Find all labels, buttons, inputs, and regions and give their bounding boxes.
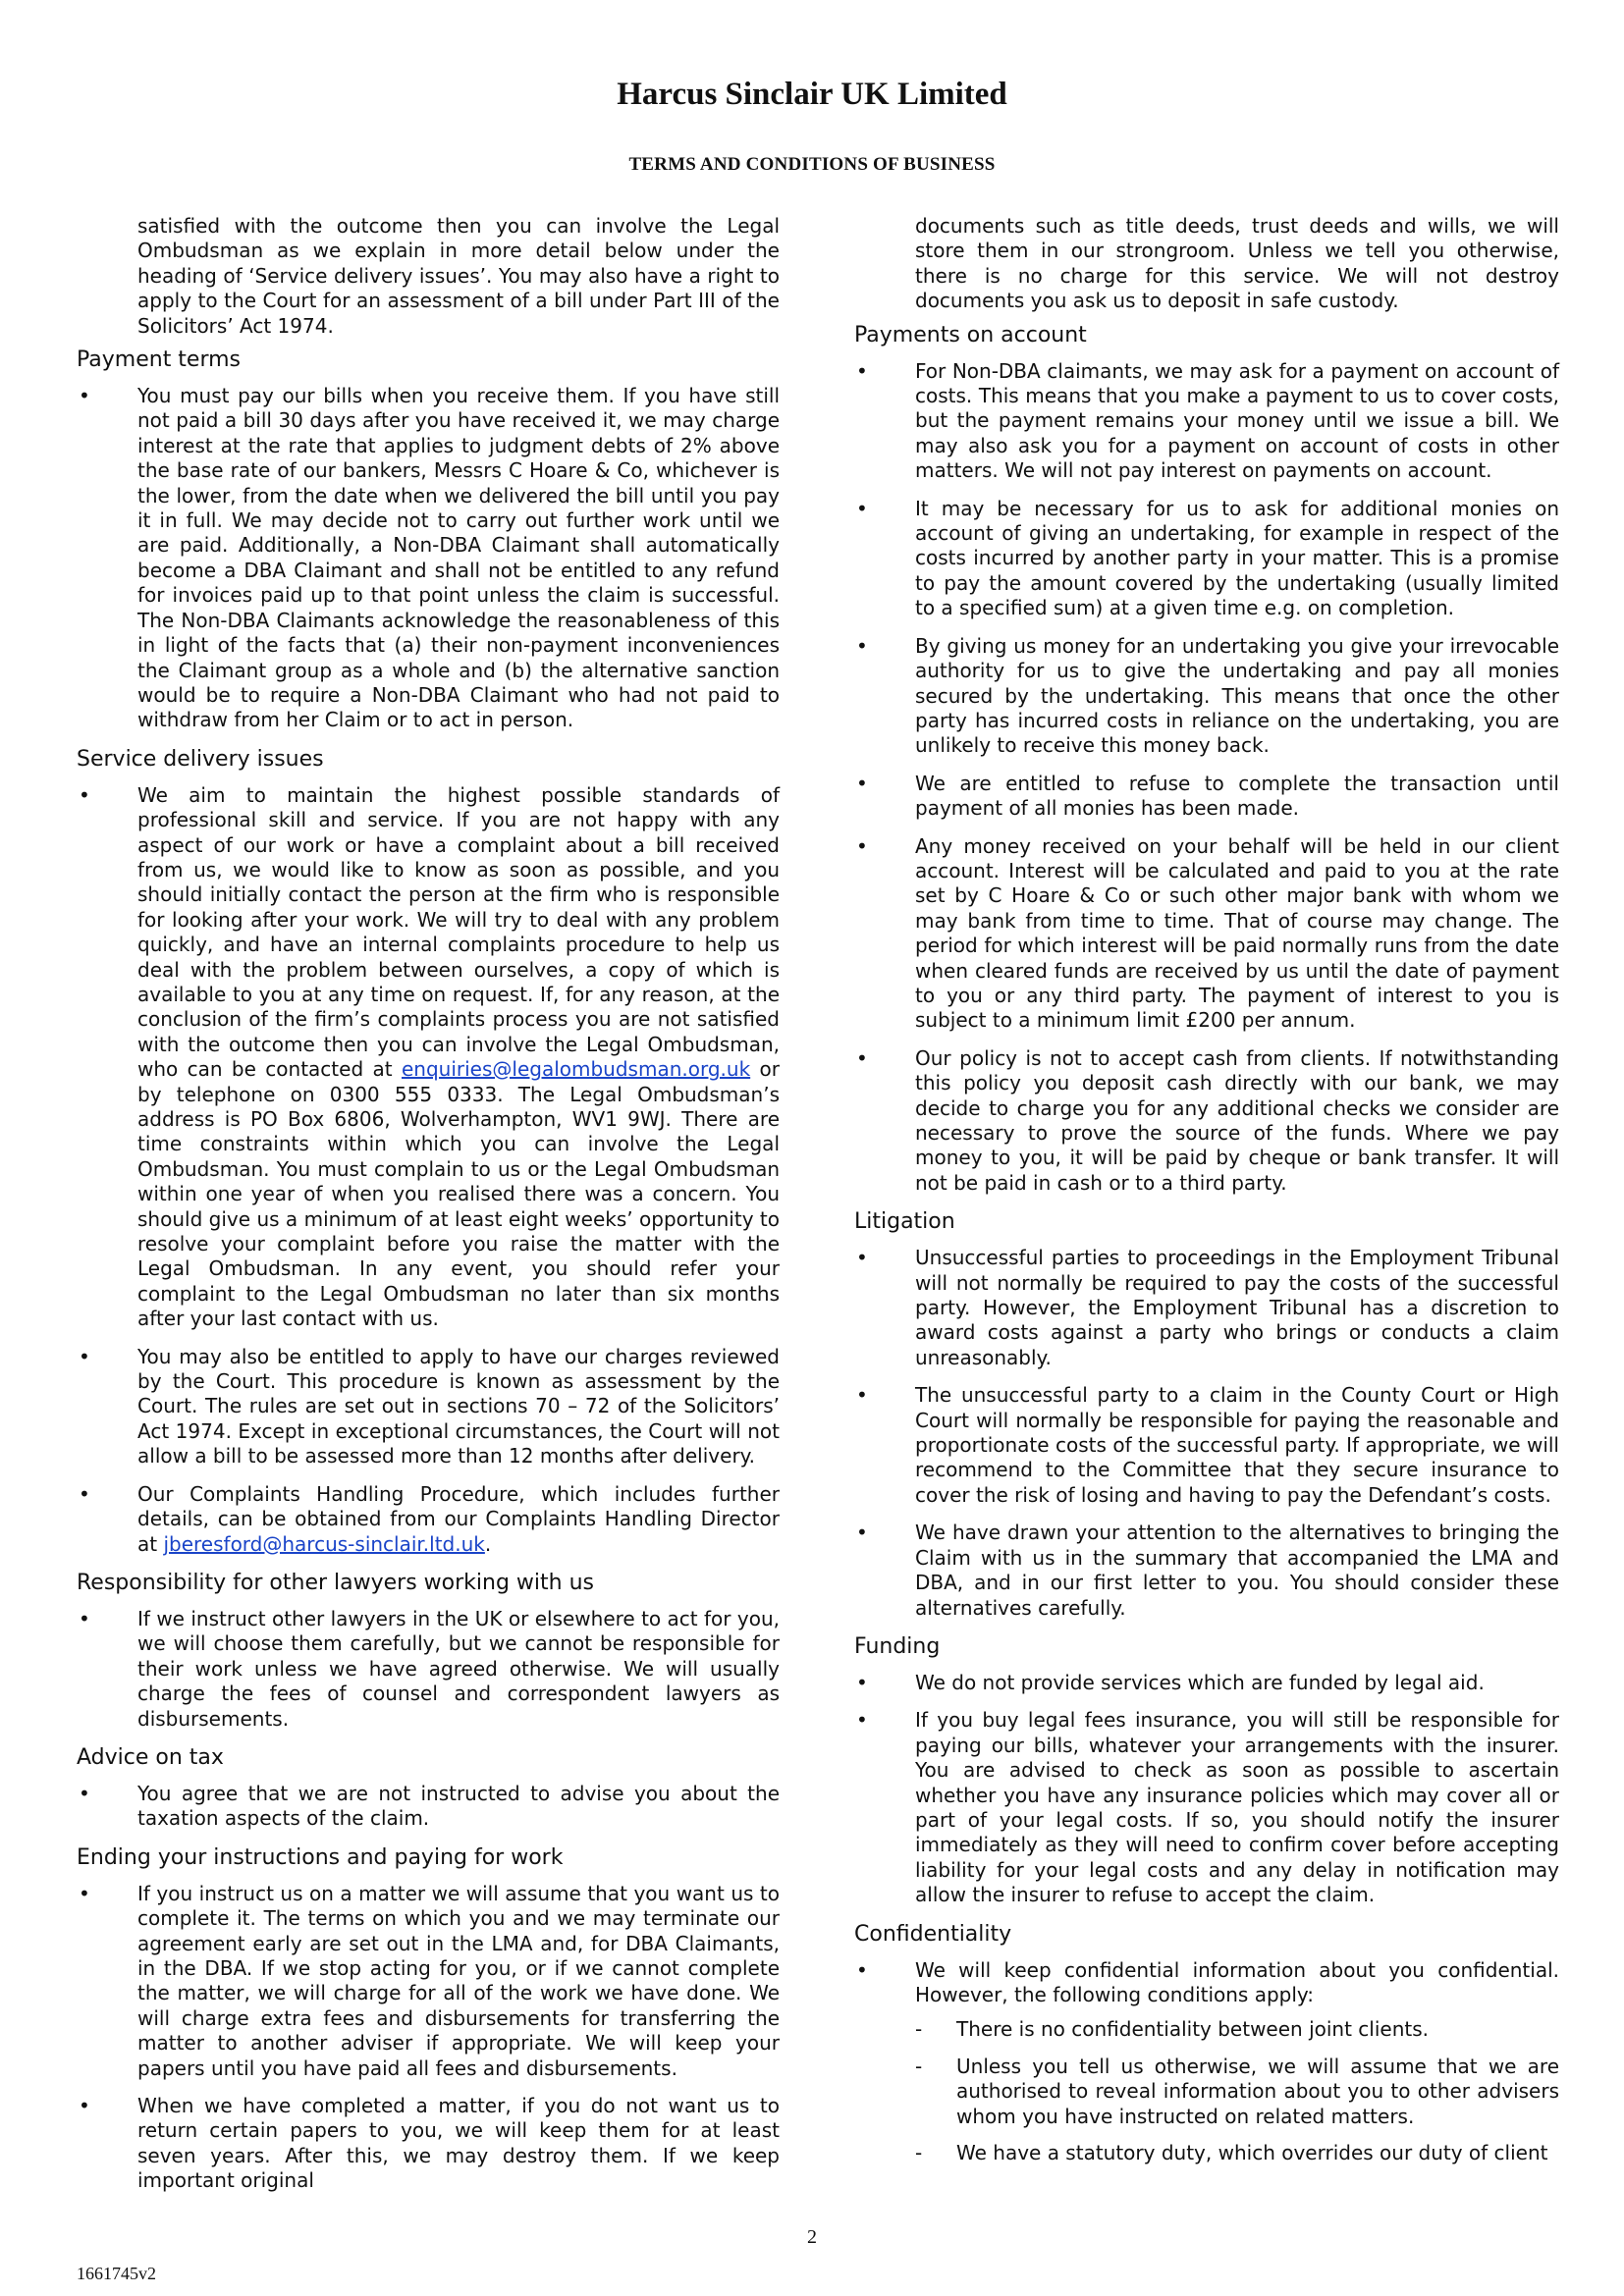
section-heading-tax: Advice on tax	[77, 1744, 224, 1770]
list-item: • By giving us money for an undertaking you give your irrevocable authority for us to give the undertaking and pay all monies secured by the undertaking. This means that once the other party has incurred costs in reliance on the undertaking, you are unlikely to receive this money back.	[856, 633, 1559, 758]
bullet-icon: •	[856, 633, 868, 658]
list-item: • Our Complaints Handling Procedure, which includes further details, can be obtained from our Complaints Handling Director at jberesford@harcus-sinclair.ltd.uk.	[79, 1481, 780, 1556]
list-item: • We will keep confidential information about you confidential. However, the following conditions apply: - There is no confidentiality between joint clients. - Unless you tell us otherwise, we will assume that we are authorised to reveal information about you to other advisers whom you have instructed on related matters. - We have a statutory duty, which overrides our duty of client	[856, 1957, 1559, 2164]
document-subtitle: TERMS AND CONDITIONS OF BUSINESS	[628, 154, 996, 175]
list-item: • If we instruct other lawyers in the UK or elsewhere to act for you, we will choose them carefully, but we cannot be responsible for their work unless we have agreed otherwise. We will usually charge the fees of counsel and correspondent lawyers as disbursements.	[79, 1606, 780, 1731]
sub-list-item: - There is no confidentiality between joint clients.	[915, 2017, 1430, 2042]
bullet-icon: •	[856, 1246, 868, 1270]
funding-list	[854, 1671, 1559, 1908]
section-heading-ending: Ending your instructions and paying for work	[77, 1844, 564, 1870]
company-title: Harcus Sinclair UK Limited	[617, 77, 1007, 112]
section-heading-funding: Funding	[854, 1633, 941, 1659]
bullet-icon: •	[856, 771, 868, 795]
bullet-icon: •	[856, 833, 868, 858]
list-item: • We have drawn your attention to the alternatives to bringing the Claim with us in the summary that accompanied the LMA and DBA, and in our first letter to you. You should consider these alternatives carefully.	[856, 1521, 1559, 1620]
tax-list	[77, 1782, 780, 1832]
document-reference: 1661745v2	[77, 2264, 156, 2283]
ending-list	[77, 1882, 780, 2194]
other-lawyers-list	[77, 1607, 780, 1732]
dash-icon: -	[915, 2054, 923, 2078]
bullet-icon: •	[856, 1670, 868, 1694]
section-heading-payment-terms: Payment terms	[77, 347, 242, 373]
service-delivery-list	[77, 783, 780, 1557]
section-heading-confidentiality: Confidentiality	[854, 1921, 1012, 1947]
bullet-icon: •	[79, 1481, 90, 1506]
list-item: • We do not provide services which are funded by legal aid.	[856, 1670, 1485, 1694]
section-heading-other-lawyers: Responsibility for other lawyers working with us	[77, 1570, 594, 1595]
intro-paragraph: satisfied with the outcome then you can involve the Legal Ombudsman as we explain in more detail below under the heading of ‘Service delivery issues’. You may also have a right to apply to the Court for an assessment of a bill under Part III of the Solicitors’ Act 1974.	[137, 214, 780, 338]
list-item: • When we have completed a matter, if you do not want us to return certain papers to you, we will keep them for at least seven years. After this, we may destroy them. If we keep important original	[79, 2094, 780, 2193]
bullet-icon: •	[79, 782, 90, 807]
dash-icon: -	[915, 2141, 923, 2164]
payments-on-account-list	[854, 359, 1559, 1197]
bullet-icon: •	[79, 1881, 90, 1905]
bullet-icon: •	[856, 1045, 868, 1070]
ombudsman-email-link[interactable]: enquiries@legalombudsman.org.uk	[401, 1057, 751, 1082]
dash-icon: -	[915, 2017, 923, 2042]
intro-paragraph: documents such as title deeds, trust deeds and wills, we will store them in our strongroom. Unless we tell you otherwise, there is no charge for this service. We will not destroy documents you ask us to deposit in safe custody.	[915, 214, 1559, 313]
list-item: • We are entitled to refuse to complete the transaction until payment of all monies has been made.	[856, 771, 1559, 821]
sub-list-item: - We have a statutory duty, which overrides our duty of client	[915, 2141, 1548, 2164]
bullet-icon: •	[856, 358, 868, 383]
confidentiality-list	[854, 1958, 1559, 2166]
bullet-icon: •	[79, 1344, 90, 1368]
bullet-icon: •	[856, 1383, 868, 1408]
left-column	[77, 214, 780, 2207]
page-number: 2	[807, 2226, 817, 2248]
section-heading-service-delivery: Service delivery issues	[77, 746, 324, 772]
litigation-list	[854, 1246, 1559, 1621]
bullet-icon: •	[79, 384, 90, 408]
section-heading-litigation: Litigation	[854, 1209, 955, 1235]
list-item: • If you instruct us on a matter we will assume that you want us to complete it. The terms on which you and we may terminate our agreement early are set out in the LMA and, for DBA Claimants, in the DBA. If we stop acting for you, or if we cannot complete the matter, we will charge for all of the work we have done. We will charge extra fees and disbursements for transferring the matter to another adviser if appropriate. We will keep your papers until you have paid all fees and disbursements.	[79, 1881, 780, 2080]
list-item: • It may be necessary for us to ask for additional monies on account of giving an undertaking, for example in respect of the costs incurred by another party in your matter. This is a promise to pay the amount covered by the undertaking (usually limited to a specified sum) at a given time e.g. on completion.	[856, 496, 1559, 620]
payment-terms-list	[77, 384, 780, 733]
bullet-icon: •	[856, 1521, 868, 1545]
complaints-email-link[interactable]: jberesford@harcus-sinclair.ltd.uk	[163, 1531, 485, 1556]
list-item: • You must pay our bills when you receive them. If you have still not paid a bill 30 days after you have received it, we may charge interest at the rate that applies to judgment debts of 2% above the base rate of our bankers, Messrs C Hoare & Co, whichever is the lower, from the date when we delivered the bill until you pay it in full. We may decide not to carry out further work until we are paid. Additionally, a Non-DBA Claimant shall automatically become a DBA Claimant and shall not be entitled to any refund for invoices paid up to that point unless the claim is successful. The Non-DBA Claimants acknowledge the reasonableness of this in light of the facts that (a) their non-payment inconveniences the Claimant group as a whole and (b) the alternative sanction would be to require a Non-DBA Claimant who had not paid to withdraw from her Claim or to act in person.	[79, 384, 780, 732]
list-item: • The unsuccessful party to a claim in the County Court or High Court will normally be responsible for paying the reasonable and proportionate costs of the successful party. If appropriate, we will recommend to the Committee that they secure insurance to cover the risk of losing and having to pay the Defendant’s costs.	[856, 1383, 1559, 1507]
list-item: • Unsuccessful parties to proceedings in the Employment Tribunal will not normally be required to pay the costs of the successful party. However, the Employment Tribunal has a discretion to award costs against a party who brings or conducts a claim unreasonably.	[856, 1246, 1559, 1369]
section-heading-payments-on-account: Payments on account	[854, 322, 1087, 347]
bullet-icon: •	[79, 1781, 90, 1805]
right-column	[854, 214, 1559, 2178]
sub-list-item: - Unless you tell us otherwise, we will assume that we are authorised to reveal information about you to other advisers whom you have instructed on related matters.	[915, 2054, 1559, 2128]
list-item: • If you buy legal fees insurance, you will still be responsible for paying our bills, whatever your arrangements with the insurer. You are advised to check as soon as possible to ascertain whether you have any insurance policies which may cover all or part of your legal costs. If so, you should notify the insurer immediately as they will need to confirm cover before accepting liability for your legal costs and any delay in notification may allow the insurer to refuse to accept the claim.	[856, 1708, 1559, 1907]
list-item: • Any money received on your behalf will be held in our client account. Interest will be calculated and paid to you at the rate set by C Hoare & Co or such other major bank with whom we may bank from time to time. That of course may change. The period for which interest will be paid normally runs from the date when cleared funds are received by us until the date of payment to you or any third party. The payment of interest to you is subject to a minimum limit £200 per annum.	[856, 833, 1559, 1033]
list-item: • We aim to maintain the highest possible standards of professional skill and service. If you are not happy with any aspect of our work or have a complaint about a bill received from us, we would like to know as soon as possible, and you should initially contact the person at the firm who is responsible for looking after your work. We will try to deal with any problem quickly, and have an internal complaints procedure to help us deal with the problem between ourselves, a copy of which is available to you at any time on request. If, for any reason, at the conclusion of the firm’s complaints process you are not satisfied with the outcome then you can involve the Legal Ombudsman, who can be contacted at enquiries@legalombudsman.org.uk or by telephone on 0300 555 0333. The Legal Ombudsman’s address is PO Box 6806, Wolverhampton, WV1 9WJ. There are time constraints within which you can involve the Legal Ombudsman. You must complain to us or the Legal Ombudsman within one year of when you realised there was a concern. You should give us a minimum of at least eight weeks’ opportunity to resolve your complaint before you raise the matter with the Legal Ombudsman. In any event, you should refer your complaint to the Legal Ombudsman no later than six months after your last contact with us.	[79, 782, 781, 1331]
list-item: • You agree that we are not instructed to advise you about the taxation aspects of the claim.	[79, 1781, 780, 1831]
list-item: • Our policy is not to accept cash from clients. If notwithstanding this policy you deposit cash directly with our bank, we may decide to charge you for any additional checks we consider are necessary to prove the source of the funds. Where we pay money to you, it will be paid by cheque or bank transfer. It will not be paid in cash or to a third party.	[856, 1045, 1559, 1195]
confidentiality-conditions-list	[915, 2017, 1559, 2165]
list-item: • You may also be entitled to apply to have our charges reviewed by the Court. This procedure is known as assessment by the Court. The rules are set out in sections 70 – 72 of the Solicitors’ Act 1974. Except in exceptional circumstances, the Court will not allow a bill to be assessed more than 12 months after delivery.	[79, 1344, 780, 1468]
list-item: • For Non-DBA claimants, we may ask for a payment on account of costs. This means that you make a payment to us to cover costs, but the payment remains your money until we issue a bill. We may also ask you for a payment on account of costs in other matters. We will not pay interest on payments on account.	[856, 358, 1559, 483]
bullet-icon: •	[856, 1957, 868, 1982]
bullet-icon: •	[856, 496, 868, 520]
bullet-icon: •	[856, 1708, 868, 1733]
bullet-icon: •	[79, 1606, 90, 1630]
bullet-icon: •	[79, 2094, 90, 2117]
